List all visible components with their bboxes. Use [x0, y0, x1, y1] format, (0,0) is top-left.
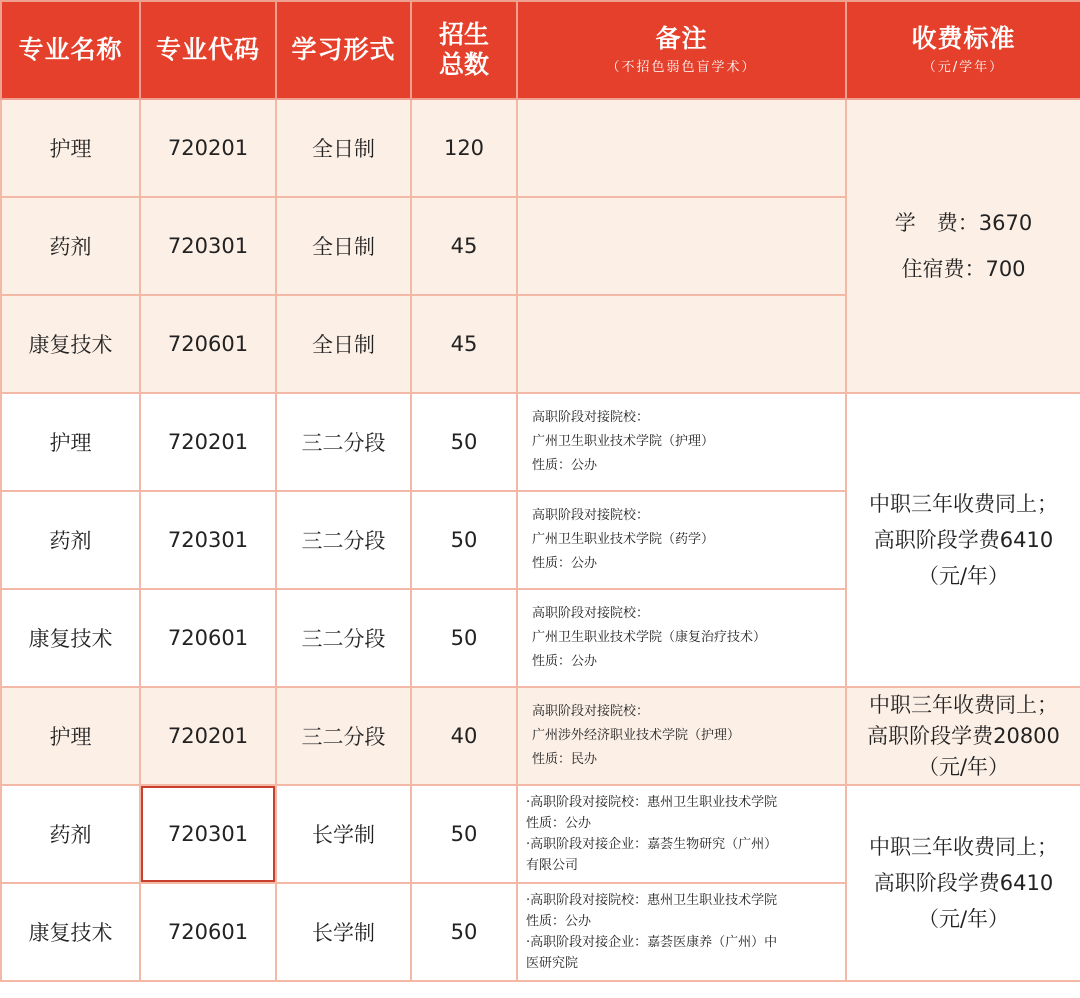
enroll-count-cell: 50: [411, 785, 517, 883]
major-name-cell: 康复技术: [1, 883, 140, 981]
enroll-count-cell: 45: [411, 295, 517, 393]
header-notes: 备注 （不招色弱色盲学术）: [517, 1, 846, 99]
major-name-cell: 护理: [1, 99, 140, 197]
study-form-cell: 长学制: [276, 785, 411, 883]
major-name-cell: 护理: [1, 393, 140, 491]
table-row: [1, 393, 1080, 491]
notes-cell: 高职阶段对接院校： 广州卫生职业技术学院（康复治疗技术） 性质：公办: [517, 589, 846, 687]
major-code-cell: 720201: [140, 687, 276, 785]
major-code-cell: 720601: [140, 883, 276, 981]
header-row: [1, 1, 1080, 99]
table-row: [1, 687, 1080, 785]
notes-cell: ·高职阶段对接院校：惠州卫生职业技术学院 性质：公办 ·高职阶段对接企业：嘉荟生物研究（广州） 有限公司: [517, 785, 846, 883]
study-form-cell: 全日制: [276, 99, 411, 197]
notes-cell: [517, 197, 846, 295]
header-major-code: 专业代码: [140, 1, 276, 99]
study-form-cell: 三二分段: [276, 491, 411, 589]
fee-cell: 中职三年收费同上； 高职阶段学费6410 （元/年）: [846, 785, 1080, 981]
notes-cell: 高职阶段对接院校： 广州涉外经济职业技术学院（护理） 性质：民办: [517, 687, 846, 785]
major-code-cell: 720301: [140, 197, 276, 295]
notes-cell: [517, 295, 846, 393]
major-code-cell: 720201: [140, 99, 276, 197]
major-code-cell: 720601: [140, 295, 276, 393]
major-name-cell: 药剂: [1, 491, 140, 589]
study-form-cell: 三二分段: [276, 589, 411, 687]
fee-cell: 中职三年收费同上； 高职阶段学费6410 （元/年）: [846, 393, 1080, 687]
header-enroll-total: 招生 总数: [411, 1, 517, 99]
header-fee-standard: 收费标准 （元/学年）: [846, 1, 1080, 99]
table-row: [1, 99, 1080, 197]
table-row: [1, 785, 1080, 883]
study-form-cell: 三二分段: [276, 687, 411, 785]
major-name-cell: 护理: [1, 687, 140, 785]
major-name-cell: 康复技术: [1, 589, 140, 687]
major-name-cell: 药剂: [1, 785, 140, 883]
study-form-cell: 长学制: [276, 883, 411, 981]
major-name-cell: 康复技术: [1, 295, 140, 393]
notes-cell: [517, 99, 846, 197]
study-form-cell: 三二分段: [276, 393, 411, 491]
header-major-name: 专业名称: [1, 1, 140, 99]
enroll-count-cell: 50: [411, 883, 517, 981]
enroll-count-cell: 50: [411, 589, 517, 687]
fee-cell: 中职三年收费同上； 高职阶段学费20800 （元/年）: [846, 687, 1080, 785]
major-code-cell: 720301: [140, 491, 276, 589]
header-study-form: 学习形式: [276, 1, 411, 99]
enroll-count-cell: 50: [411, 393, 517, 491]
enroll-count-cell: 50: [411, 491, 517, 589]
notes-cell: 高职阶段对接院校： 广州卫生职业技术学院（药学） 性质：公办: [517, 491, 846, 589]
enroll-count-cell: 120: [411, 99, 517, 197]
major-code-cell: 720301: [140, 785, 276, 883]
major-code-cell: 720601: [140, 589, 276, 687]
notes-cell: ·高职阶段对接院校：惠州卫生职业技术学院 性质：公办 ·高职阶段对接企业：嘉荟医康养（广州）中 医研究院: [517, 883, 846, 981]
major-name-cell: 药剂: [1, 197, 140, 295]
notes-cell: 高职阶段对接院校： 广州卫生职业技术学院（护理） 性质：公办: [517, 393, 846, 491]
study-form-cell: 全日制: [276, 197, 411, 295]
major-code-cell: 720201: [140, 393, 276, 491]
enroll-count-cell: 45: [411, 197, 517, 295]
fee-cell: 学 费：3670 住宿费：700: [846, 99, 1080, 393]
study-form-cell: 全日制: [276, 295, 411, 393]
enroll-count-cell: 40: [411, 687, 517, 785]
